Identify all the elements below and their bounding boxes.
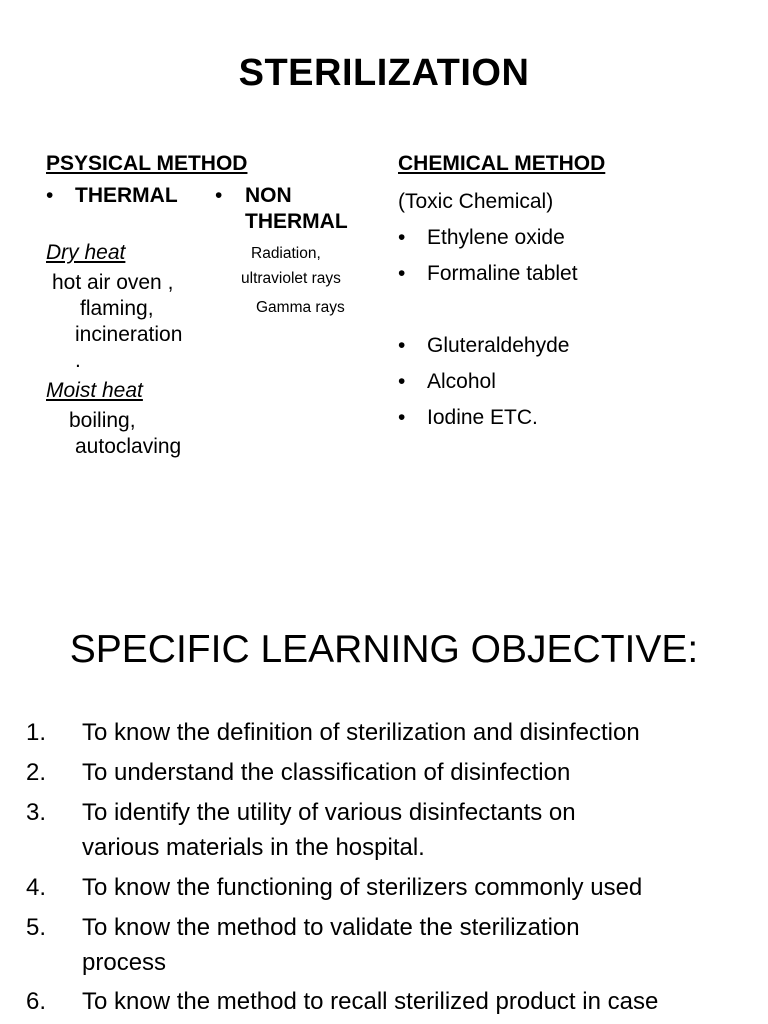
dry-heat-item: flaming, <box>80 297 154 320</box>
nonthermal-item: Radiation, <box>251 245 321 262</box>
objective-text-continued: various materials in the hospital. <box>82 834 425 861</box>
bullet-nonthermal: • <box>215 184 223 207</box>
chemical-subtitle: (Toxic Chemical) <box>398 190 554 213</box>
objective-text: To know the definition of sterilization and disinfection <box>82 719 640 746</box>
chemical-item: Iodine ETC. <box>427 406 538 429</box>
objective-number: 5. <box>25 914 46 941</box>
nonthermal-label-line2: THERMAL <box>245 210 348 233</box>
chemical-item: Ethylene oxide <box>427 226 565 249</box>
objective-text: To identify the utility of various disinfectants on <box>82 799 576 826</box>
objective-text: To understand the classification of disinfection <box>82 759 571 786</box>
bullet-chemical: • <box>398 406 406 429</box>
chemical-method-heading: CHEMICAL METHOD <box>398 152 606 175</box>
bullet-chemical: • <box>398 226 406 249</box>
objective-text: To know the functioning of sterilizers commonly used <box>82 874 643 901</box>
physical-method-heading: PSYSICAL METHOD <box>46 152 248 175</box>
dry-heat-item: hot air oven , <box>52 271 174 294</box>
objective-number: 6. <box>25 988 46 1015</box>
dry-heat-item: incineration <box>75 323 183 346</box>
chemical-item: Alcohol <box>427 370 496 393</box>
slide-title: STERILIZATION <box>238 52 530 94</box>
dry-heat-item: . <box>75 349 81 372</box>
moist-heat-item: boiling, <box>69 409 136 432</box>
nonthermal-label-line1: NON <box>245 184 292 207</box>
thermal-label: THERMAL <box>75 184 178 207</box>
bullet-chemical: • <box>398 262 406 285</box>
nonthermal-item: Gamma rays <box>256 299 345 316</box>
objective-number: 1. <box>25 719 46 746</box>
bullet-chemical: • <box>398 370 406 393</box>
bullet-chemical: • <box>398 334 406 357</box>
objective-number: 4. <box>25 874 46 901</box>
bullet-thermal: • <box>46 184 54 207</box>
chemical-item: Formaline tablet <box>427 262 578 285</box>
objective-text: To know the method to validate the sterilization <box>82 914 580 941</box>
objective-number: 3. <box>25 799 46 826</box>
objective-text: To know the method to recall sterilized product in case <box>82 988 659 1015</box>
objective-text-continued: process <box>82 949 167 976</box>
moist-heat-item: autoclaving <box>75 435 182 458</box>
objective-number: 2. <box>25 759 46 786</box>
chemical-item: Gluteraldehyde <box>427 334 570 357</box>
objectives-title: SPECIFIC LEARNING OBJECTIVE: <box>69 628 699 671</box>
moist-heat-label: Moist heat <box>46 379 143 402</box>
nonthermal-item: ultraviolet rays <box>241 270 341 287</box>
dry-heat-label: Dry heat <box>46 241 126 264</box>
